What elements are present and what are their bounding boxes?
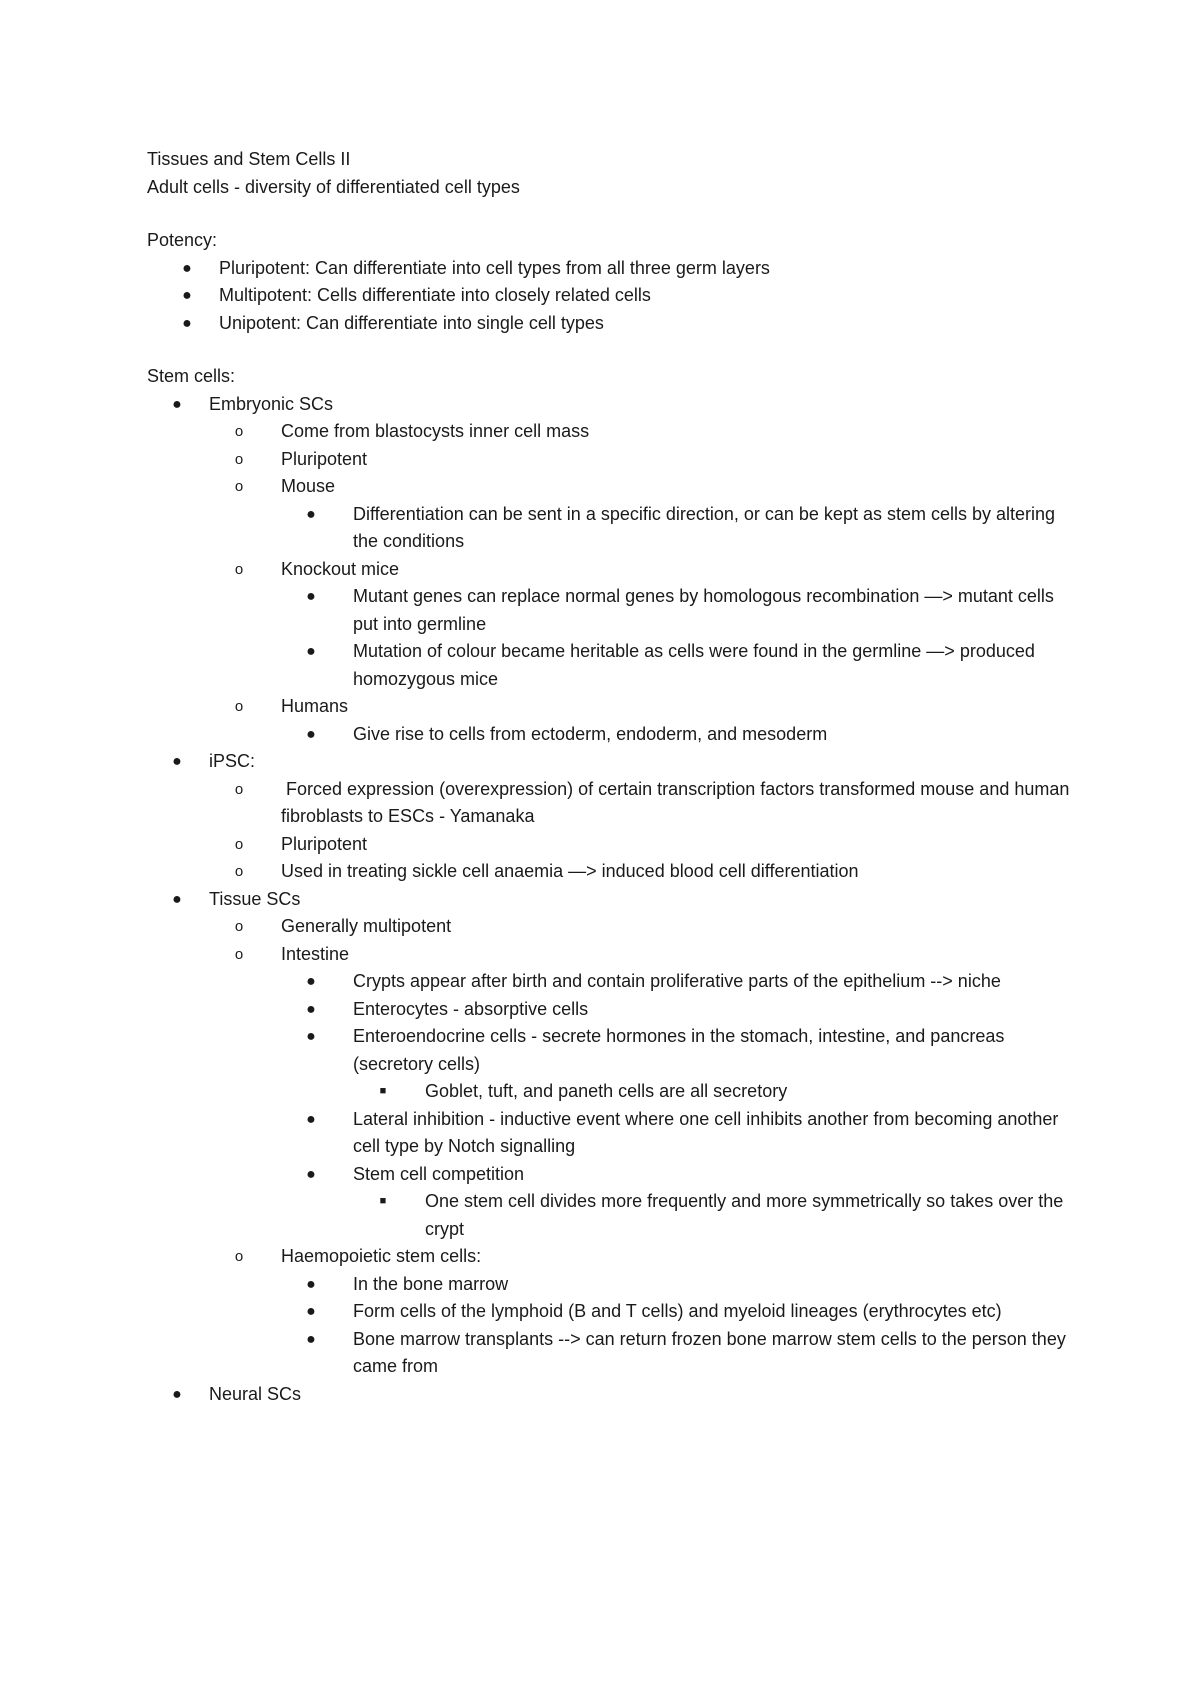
circle-bullet-icon: o xyxy=(234,945,244,963)
list-item: ● Bone marrow transplants --> can return frozen bone marrow stem cells to the person they came from xyxy=(281,1326,1077,1381)
list-item: o Come from blastocysts inner cell mass xyxy=(209,418,1077,446)
potency-list xyxy=(147,255,1077,338)
list-item: ● Unipotent: Can differentiate into single cell types xyxy=(147,310,1077,338)
bullet-icon: ● xyxy=(172,890,182,908)
embryonic-sublist xyxy=(209,418,1077,748)
bullet-icon: ● xyxy=(306,973,316,990)
bullet-icon: ● xyxy=(306,1330,316,1348)
bullet-icon: ● xyxy=(172,1385,182,1403)
list-item: ● Crypts appear after birth and contain proliferative parts of the epithelium --> niche xyxy=(281,968,1077,996)
list-item: o Humans ● Give rise to cells from ectoderm, endoderm, and mesoderm xyxy=(209,693,1077,748)
spacer xyxy=(147,201,1077,227)
list-item: ● Differentiation can be sent in a specific direction, or can be kept as stem cells by altering the conditions xyxy=(281,501,1077,556)
list-item: o Intestine ● Crypts appear after birth and contain proliferative parts of the epithelium --> niche ● Enterocytes - absorptive cells ● Enteroendocrine cells - secrete hormones in the stomach, intestine, and pancreas (secretory cells) ■ Goblet, tuft, and paneth cells are all secretory ● Lateral inhibition - inductive event where one cell inhibits another from becoming another cell type by Notch signalling ● Stem cell competition ■ One stem cell divides more frequently and more symmetrically so takes over the crypt xyxy=(209,941,1077,1244)
bullet-icon: ● xyxy=(306,1110,316,1128)
bullet-icon: ● xyxy=(306,725,316,743)
list-item: o Forced expression (overexpression) of certain transcription factors transformed mouse and human fibroblasts to ESCs - Yamanaka xyxy=(209,776,1077,831)
list-item: ● Enterocytes - absorptive cells xyxy=(281,996,1077,1024)
bullet-icon: ● xyxy=(306,1303,316,1320)
list-item: ■ Goblet, tuft, and paneth cells are all secretory xyxy=(353,1078,1077,1106)
ipsc-sublist xyxy=(209,776,1077,886)
bullet-icon: ● xyxy=(306,1165,316,1183)
list-item: o Knockout mice ● Mutant genes can replace normal genes by homologous recombination —> mutant cells put into germline ● Mutation of colour became heritable as cells were found in the germline —> produced homozygous mice xyxy=(209,556,1077,694)
list-item: ■ One stem cell divides more frequently and more symmetrically so takes over the crypt xyxy=(353,1188,1077,1243)
circle-bullet-icon: o xyxy=(234,698,244,715)
bullet-icon: ● xyxy=(182,287,192,304)
list-item: o Mouse ● Differentiation can be sent in a specific direction, or can be kept as stem cells by altering the conditions xyxy=(209,473,1077,556)
stem-cells-list xyxy=(137,391,1077,1409)
document-title: Tissues and Stem Cells II xyxy=(147,149,351,169)
circle-bullet-icon: o xyxy=(234,450,244,468)
bullet-icon: ● xyxy=(182,314,192,332)
list-item: ● Neural SCs xyxy=(137,1381,1077,1409)
intestine-sublist xyxy=(281,968,1077,1243)
bullet-icon: ● xyxy=(306,643,316,660)
knockout-sublist xyxy=(281,583,1077,693)
mouse-sublist xyxy=(281,501,1077,556)
list-item: ● Tissue SCs o Generally multipotent o Intestine ● Crypts appear after birth and contain proliferative parts of the epithelium --> niche ● Enterocytes - absorptive cells ● Enteroendocrine cells - secrete hormones in the stomach, intestine, and pancreas (secretory cells) ■ Goblet, tuft, and paneth cells are all secretory ● Lateral inhibition - inductive event where one cell inhibits another from becoming another cell type by Notch signalling ● Stem cell competition ■ One stem cell divides more frequently and more symmetrically so takes over the crypt o Haemopoietic stem cells: ● In the bone marrow ● Form cells of the lymphoid (B and T cells) and myeloid lineages (erythrocytes etc) ● Bone marrow transplants --> can return frozen bone marrow stem cells to the person they came from xyxy=(137,886,1077,1381)
list-item: o Haemopoietic stem cells: ● In the bone marrow ● Form cells of the lymphoid (B and T cells) and myeloid lineages (erythrocytes etc) ● Bone marrow transplants --> can return frozen bone marrow stem cells to the person they came from xyxy=(209,1243,1077,1381)
list-item: o Used in treating sickle cell anaemia —> induced blood cell differentiation xyxy=(209,858,1077,886)
list-item: o Pluripotent xyxy=(209,831,1077,859)
list-item: ● Mutation of colour became heritable as cells were found in the germline —> produced homozygous mice xyxy=(281,638,1077,693)
bullet-icon: ● xyxy=(306,1275,316,1293)
bullet-icon: ● xyxy=(172,395,182,413)
list-item: ● Stem cell competition ■ One stem cell divides more frequently and more symmetrically so takes over the crypt xyxy=(281,1161,1077,1244)
list-item: ● Multipotent: Cells differentiate into closely related cells xyxy=(147,282,1077,310)
document-page xyxy=(147,146,1077,1408)
enteroendocrine-sublist xyxy=(353,1078,1077,1106)
bullet-icon: ● xyxy=(172,753,182,770)
bullet-icon: ● xyxy=(306,1028,316,1045)
stem-cells-heading: Stem cells: xyxy=(147,366,236,386)
bullet-icon: ● xyxy=(306,1000,316,1018)
list-item: ● Embryonic SCs o Come from blastocysts inner cell mass o Pluripotent o Mouse ● Differentiation can be sent in a specific direction, or can be kept as stem cells by altering the conditions o Knockout mice ● Mutant genes can replace normal genes by homologous recombination —> mutant cells put into germline ● Mutation of colour became heritable as cells were found in the germline —> produced homozygous mice o Humans ● Give rise to cells from ectoderm, endoderm, and mesoderm xyxy=(137,391,1077,749)
list-item: ● iPSC: o Forced expression (overexpression) of certain transcription factors transformed mouse and human fibroblasts to ESCs - Yamanaka o Pluripotent o Used in treating sickle cell anaemia —> induced blood cell differentiation xyxy=(137,748,1077,886)
spacer xyxy=(147,337,1077,363)
square-bullet-icon: ■ xyxy=(379,1085,387,1097)
list-item: ● In the bone marrow xyxy=(281,1271,1077,1299)
competition-sublist xyxy=(353,1188,1077,1243)
circle-bullet-icon: o xyxy=(234,918,244,935)
list-item: ● Mutant genes can replace normal genes by homologous recombination —> mutant cells put into germline xyxy=(281,583,1077,638)
list-item: o Pluripotent xyxy=(209,446,1077,474)
list-item: o Generally multipotent xyxy=(209,913,1077,941)
circle-bullet-icon: o xyxy=(234,863,244,880)
document-subtitle: Adult cells - diversity of differentiated cell types xyxy=(147,176,520,197)
bullet-icon: ● xyxy=(182,259,192,277)
potency-heading: Potency: xyxy=(147,230,218,250)
haemopoietic-sublist xyxy=(281,1271,1077,1381)
circle-bullet-icon: o xyxy=(234,1248,244,1265)
square-bullet-icon: ■ xyxy=(379,1195,387,1207)
circle-bullet-icon: o xyxy=(234,423,244,440)
list-item: ● Pluripotent: Can differentiate into cell types from all three germ layers xyxy=(147,255,1077,283)
list-item: ● Enteroendocrine cells - secrete hormones in the stomach, intestine, and pancreas (secretory cells) ■ Goblet, tuft, and paneth cells are all secretory xyxy=(281,1023,1077,1106)
circle-bullet-icon: o xyxy=(234,560,244,578)
list-item: ● Lateral inhibition - inductive event where one cell inhibits another from becoming another cell type by Notch signalling xyxy=(281,1106,1077,1161)
bullet-icon: ● xyxy=(306,588,316,605)
list-item: ● Form cells of the lymphoid (B and T cells) and myeloid lineages (erythrocytes etc) xyxy=(281,1298,1077,1326)
list-item: ● Give rise to cells from ectoderm, endoderm, and mesoderm xyxy=(281,721,1077,749)
bullet-icon: ● xyxy=(306,505,316,523)
circle-bullet-icon: o xyxy=(234,478,244,495)
humans-sublist xyxy=(281,721,1077,749)
circle-bullet-icon: o xyxy=(234,780,244,798)
circle-bullet-icon: o xyxy=(234,835,244,853)
tissue-sublist xyxy=(209,913,1077,1381)
